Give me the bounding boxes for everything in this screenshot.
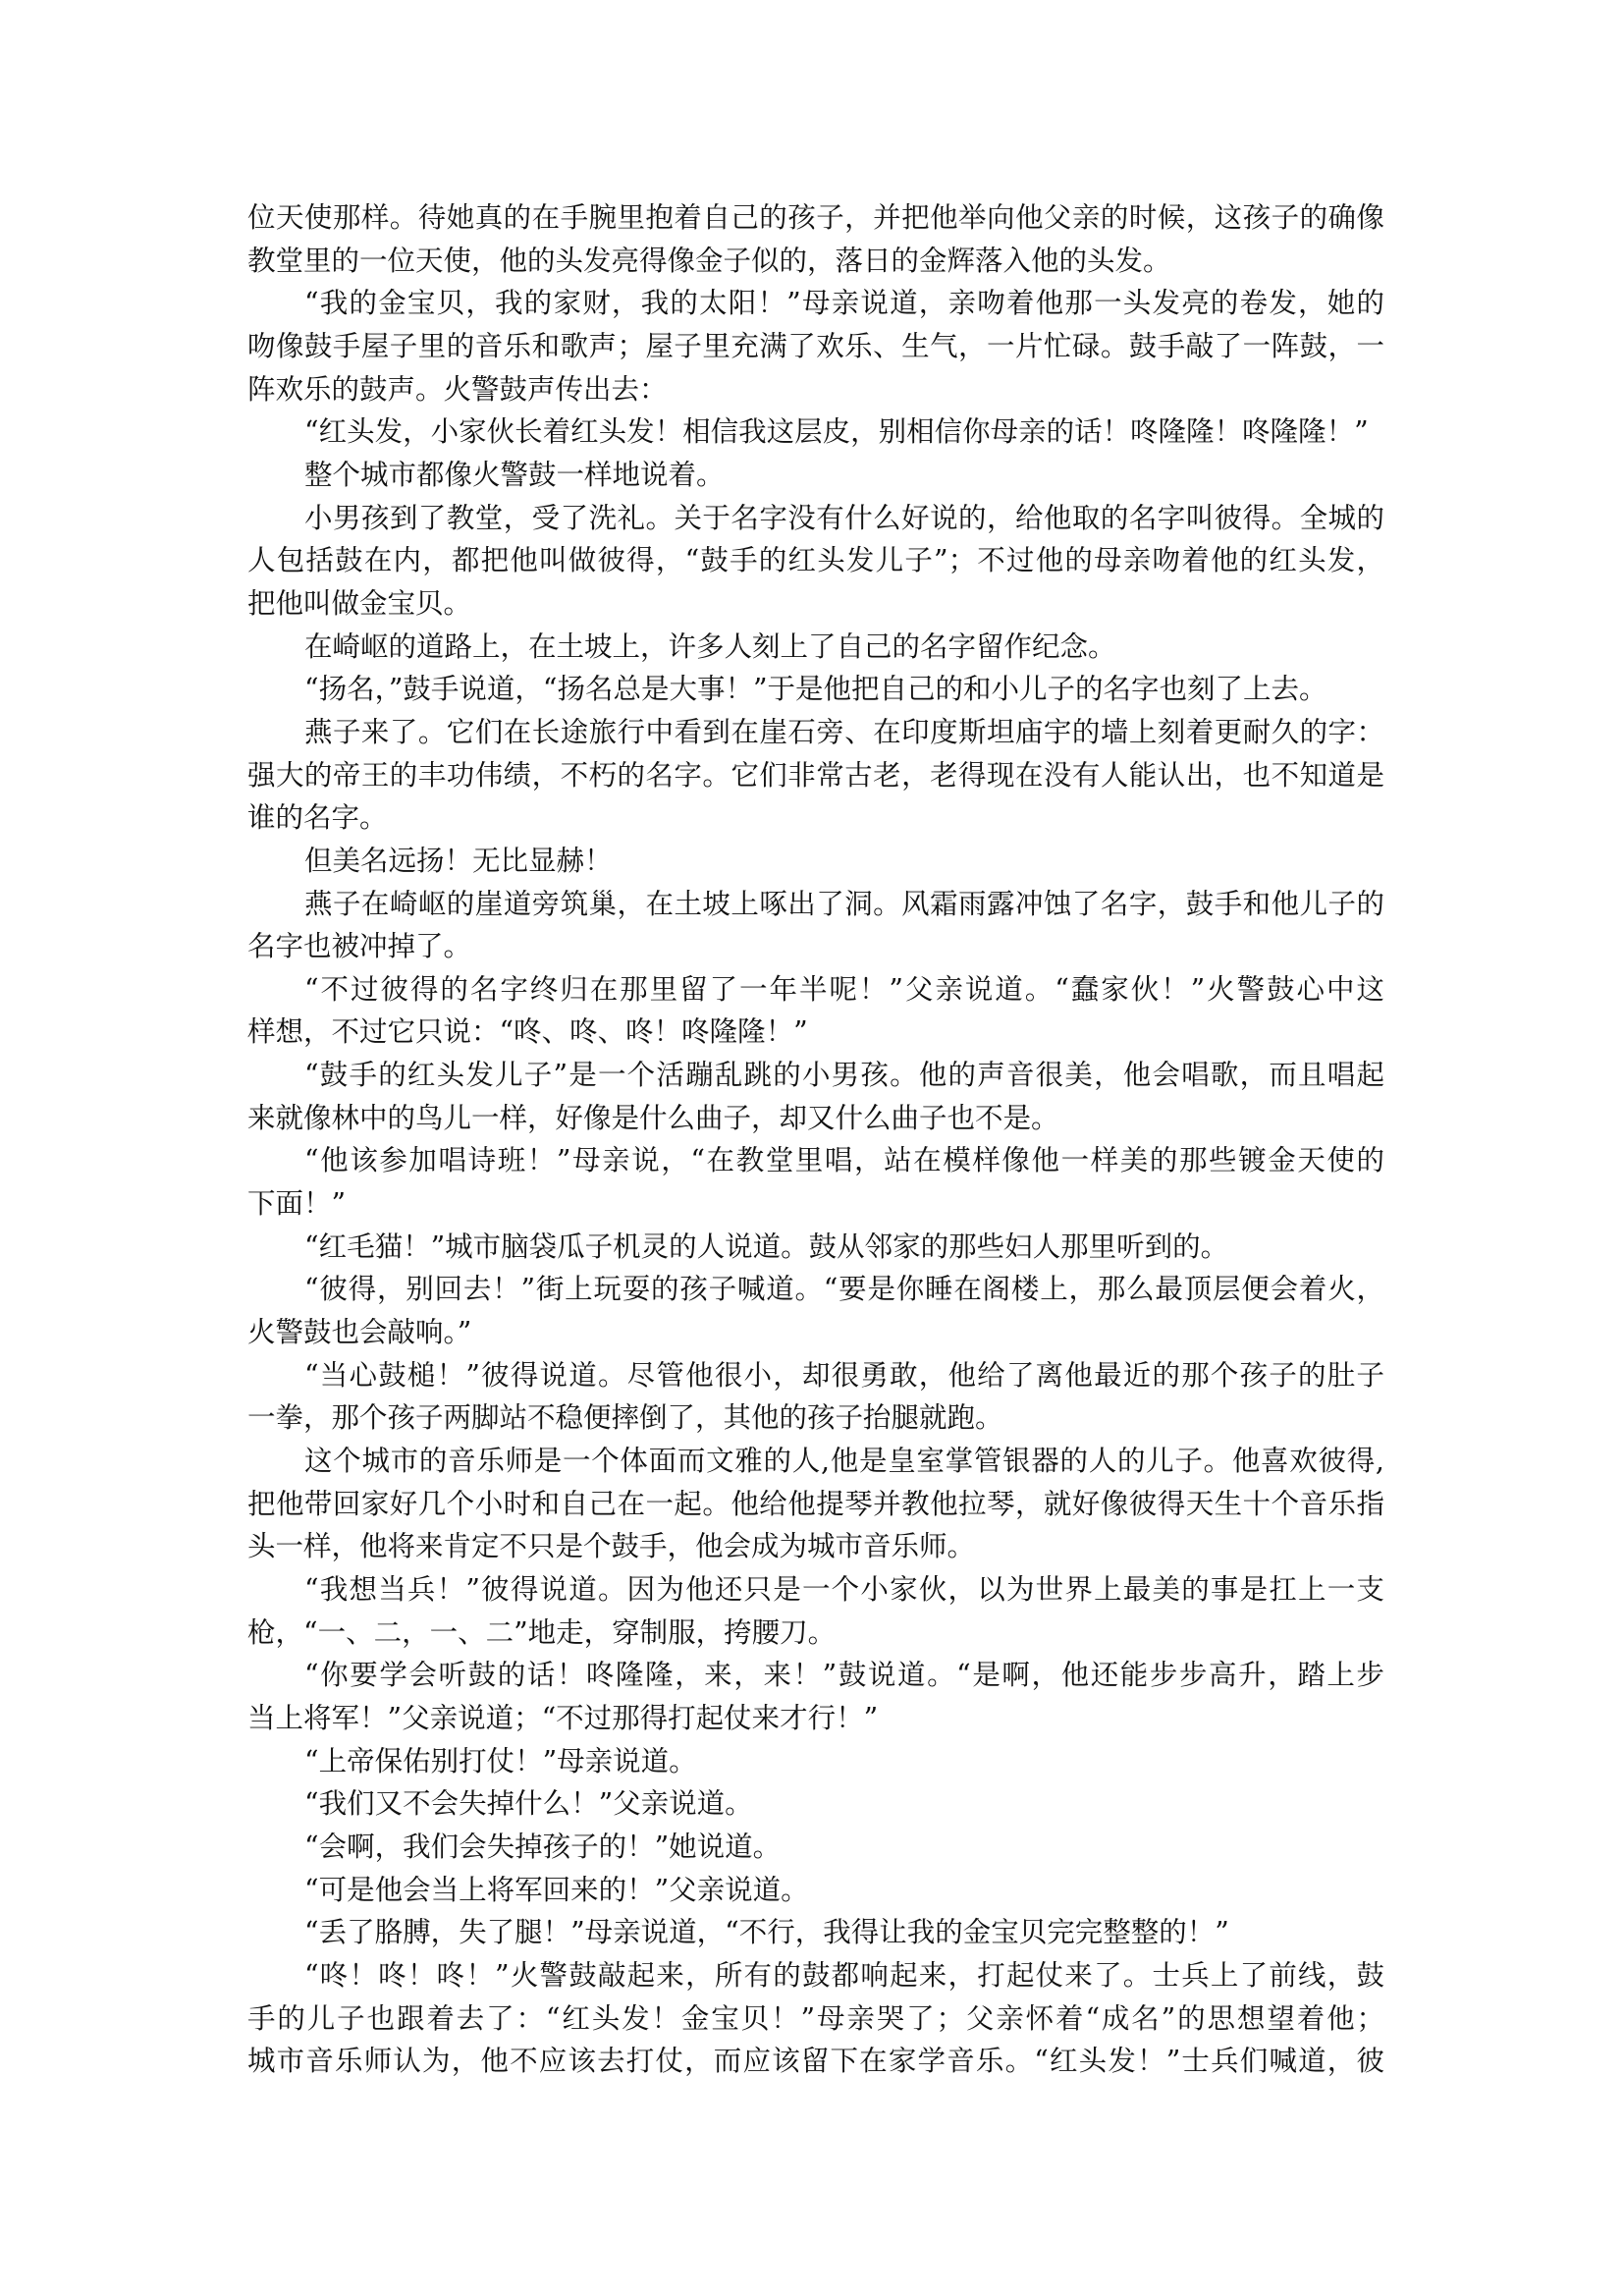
- text-line: 火警鼓也会敲响。”: [247, 1316, 472, 1349]
- paragraph: [247, 282, 1384, 410]
- text-line: 来就像林中的鸟儿一样，好像是什么曲子，却又什么曲子也不是。: [247, 1101, 1059, 1134]
- paragraph: [247, 1654, 1384, 1739]
- text-line: “上帝保佑别打仗！”母亲说道。: [304, 1744, 697, 1777]
- paragraph: [247, 196, 1384, 282]
- text-line: “扬名，”鼓手说道，“扬名总是大事！”于是他把自己的和小儿子的名字也刻了上去。: [304, 673, 1327, 706]
- text-line: 但美名远扬！无比显赫！: [304, 844, 613, 877]
- paragraph: [247, 1782, 1384, 1826]
- text-line: 燕子在崎岖的崖道旁筑巢，在土坡上啄出了洞。风霜雨露冲蚀了名字，鼓手和他儿子的: [304, 887, 1384, 920]
- text-line: “不过彼得的名字终归在那里留了一年半呢！”父亲说道。“蠢家伙！”火警鼓心中这: [304, 972, 1384, 1006]
- text-line: “可是他会当上将军回来的！”父亲说道。: [304, 1873, 809, 1906]
- text-line: 谁的名字。: [247, 801, 388, 835]
- paragraph: [247, 1226, 1384, 1269]
- text-line: “我们又不会失掉什么！”父亲说道。: [304, 1787, 753, 1821]
- paragraph: [247, 883, 1384, 968]
- paragraph: [247, 840, 1384, 883]
- text-line: “咚！咚！咚！”火警鼓敲起来，所有的鼓都响起来，打起仗来了。士兵上了前线，鼓: [304, 1958, 1384, 1992]
- text-line: “丢了胳膊，失了腿！”母亲说道，“不行，我得让我的金宝贝完完整整的！”: [304, 1916, 1229, 1949]
- text-line: 一拳，那个孩子两脚站不稳便摔倒了，其他的孩子抬腿就跑。: [247, 1401, 1003, 1435]
- text-line: “当心鼓槌！”彼得说道。尽管他很小，却很勇敢，他给了离他最近的那个孩子的肚子: [304, 1358, 1384, 1392]
- paragraph: [247, 626, 1384, 669]
- text-line: 燕子来了。它们在长途旅行中看到在崖石旁、在印度斯坦庙宇的墙上刻着更耐久的字：: [304, 715, 1384, 748]
- paragraph: [247, 1954, 1384, 2083]
- text-line: 下面！”: [247, 1187, 347, 1221]
- paragraph: [247, 1139, 1384, 1225]
- paragraph: [247, 1911, 1384, 1954]
- text-line: 枪，“一、二，一、二”地走，穿制服，挎腰刀。: [247, 1615, 837, 1649]
- text-line: 当上将军！”父亲说道；“不过那得打起仗来才行！”: [247, 1701, 879, 1734]
- text-line: 城市音乐师认为，他不应该去打仗，而应该留下在家学音乐。“红头发！”士兵们喊道，彼: [247, 2045, 1384, 2078]
- text-line: 样想，不过它只说：“咚、咚、咚！咚隆隆！”: [247, 1015, 808, 1049]
- document-page: [247, 196, 1384, 2083]
- text-line: 名字也被冲掉了。: [247, 930, 472, 963]
- paragraph: [247, 497, 1384, 626]
- paragraph: [247, 1440, 1384, 1568]
- text-line: 阵欢乐的鼓声。火警鼓声传出去：: [247, 372, 668, 406]
- text-line: “红头发，小家伙长着红头发！相信我这层皮，别相信你母亲的话！咚隆隆！咚隆隆！”: [304, 415, 1369, 449]
- text-line: “会啊，我们会失掉孩子的！”她说道。: [304, 1830, 782, 1863]
- text-line: 位天使那样。待她真的在手腕里抱着自己的孩子，并把他举向他父亲的时候，这孩子的确像: [247, 201, 1384, 234]
- paragraph: [247, 1568, 1384, 1654]
- paragraph: [247, 968, 1384, 1054]
- paragraph: [247, 410, 1384, 454]
- paragraph: [247, 1354, 1384, 1440]
- text-line: 在崎岖的道路上，在土坡上，许多人刻上了自己的名字留作纪念。: [304, 629, 1116, 663]
- text-line: “他该参加唱诗班！”母亲说，“在教堂里唱，站在模样像他一样美的那些镀金天使的: [304, 1144, 1384, 1177]
- paragraph: [247, 668, 1384, 711]
- text-line: 吻像鼓手屋子里的音乐和歌声；屋子里充满了欢乐、生气，一片忙碌。鼓手敲了一阵鼓，一: [247, 329, 1384, 362]
- text-line: 这个城市的音乐师是一个体面而文雅的人,他是皇室掌管银器的人的儿子。他喜欢彼得,: [304, 1445, 1384, 1478]
- text-line: 整个城市都像火警鼓一样地说着。: [304, 458, 725, 491]
- paragraph: [247, 711, 1384, 840]
- paragraph: [247, 1826, 1384, 1869]
- text-line: 头一样，他将来肯定不只是个鼓手，他会成为城市音乐师。: [247, 1530, 976, 1563]
- text-line: 教堂里的一位天使，他的头发亮得像金子似的，落日的金辉落入他的头发。: [247, 244, 1171, 277]
- paragraph: [247, 1268, 1384, 1353]
- text-line: “鼓手的红头发儿子”是一个活蹦乱跳的小男孩。他的声音很美，他会唱歌，而且唱起: [304, 1059, 1384, 1092]
- text-line: 强大的帝王的丰功伟绩，不朽的名字。它们非常古老，老得现在没有人能认出，也不知道是: [247, 758, 1384, 792]
- text-line: 手的儿子也跟着去了：“红头发！金宝贝！”母亲哭了；父亲怀着“成名”的思想望着他；: [247, 2001, 1384, 2035]
- text-line: “彼得，别回去！”街上玩耍的孩子喊道。“要是你睡在阁楼上，那么最顶层便会着火，: [304, 1273, 1384, 1306]
- text-line: “我的金宝贝，我的家财，我的太阳！”母亲说道，亲吻着他那一头发亮的卷发，她的: [304, 287, 1384, 320]
- text-line: 人包括鼓在内，都把他叫做彼得，“鼓手的红头发儿子”；不过他的母亲吻着他的红头发，: [247, 544, 1384, 577]
- text-line: “你要学会听鼓的话！咚隆隆，来，来！”鼓说道。“是啊，他还能步步高升，踏上步: [304, 1659, 1384, 1692]
- text-line: “我想当兵！”彼得说道。因为他还只是一个小家伙，以为世界上最美的事是扛上一支: [304, 1573, 1384, 1606]
- text-line: 小男孩到了教堂，受了洗礼。关于名字没有什么好说的，给他取的名字叫彼得。全城的: [304, 501, 1384, 534]
- text-line: 把他带回家好几个小时和自己在一起。他给他提琴并教他拉琴，就好像彼得天生十个音乐指: [247, 1487, 1384, 1520]
- paragraph: [247, 1869, 1384, 1912]
- paragraph: [247, 454, 1384, 497]
- paragraph: [247, 1740, 1384, 1783]
- paragraph: [247, 1054, 1384, 1139]
- text-line: “红毛猫！”城市脑袋瓜子机灵的人说道。鼓从邻家的那些妇人那里听到的。: [304, 1230, 1229, 1263]
- text-line: 把他叫做金宝贝。: [247, 586, 472, 620]
